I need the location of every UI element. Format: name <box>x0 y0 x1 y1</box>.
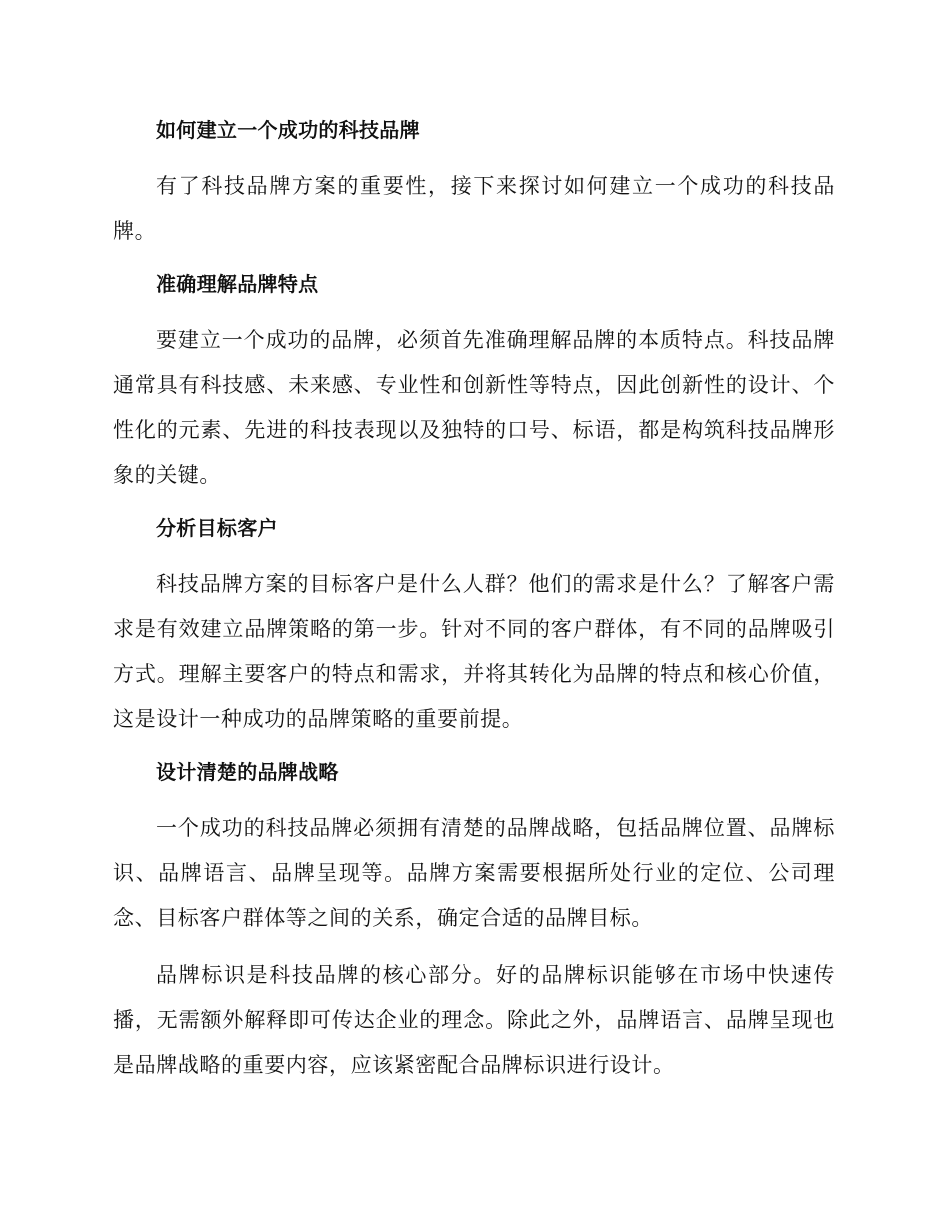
paragraph-brand-traits: 要建立一个成功的品牌，必须首先准确理解品牌的本质特点。科技品牌通常具有科技感、未来感、专业性和创新性等特点，因此创新性的设计、个性化的元素、先进的科技表现以及独特的口号、标语，都是构筑科技品牌形象的关键。 <box>113 328 835 487</box>
paragraph-brand-strategy: 一个成功的科技品牌必须拥有清楚的品牌战略，包括品牌位置、品牌标识、品牌语言、品牌呈现等。品牌方案需要根据所处行业的定位、公司理念、目标客户群体等之间的关系，确定合适的品牌目标。 <box>113 816 835 930</box>
paragraph-intro: 有了科技品牌方案的重要性，接下来探讨如何建立一个成功的科技品牌。 <box>113 174 835 243</box>
paragraph-target-customers: 科技品牌方案的目标客户是什么人群？他们的需求是什么？了解客户需求是有效建立品牌策略的第一步。针对不同的客户群体，有不同的品牌吸引方式。理解主要客户的特点和需求，并将其转化为品牌的特点和核心价值，这是设计一种成功的品牌策略的重要前提。 <box>113 572 835 731</box>
section-heading-brand-traits: 准确理解品牌特点 <box>156 272 319 296</box>
section-heading-target-customers: 分析目标客户 <box>156 516 278 540</box>
section-heading-brand-strategy: 设计清楚的品牌战略 <box>156 760 339 784</box>
paragraph-brand-identity: 品牌标识是科技品牌的核心部分。好的品牌标识能够在市场中快速传播，无需额外解释即可传达企业的理念。除此之外，品牌语言、品牌呈现也是品牌战略的重要内容，应该紧密配合品牌标识进行设计。 <box>113 963 835 1077</box>
section-heading-build-brand: 如何建立一个成功的科技品牌 <box>156 118 420 142</box>
document-page <box>113 108 835 1088</box>
